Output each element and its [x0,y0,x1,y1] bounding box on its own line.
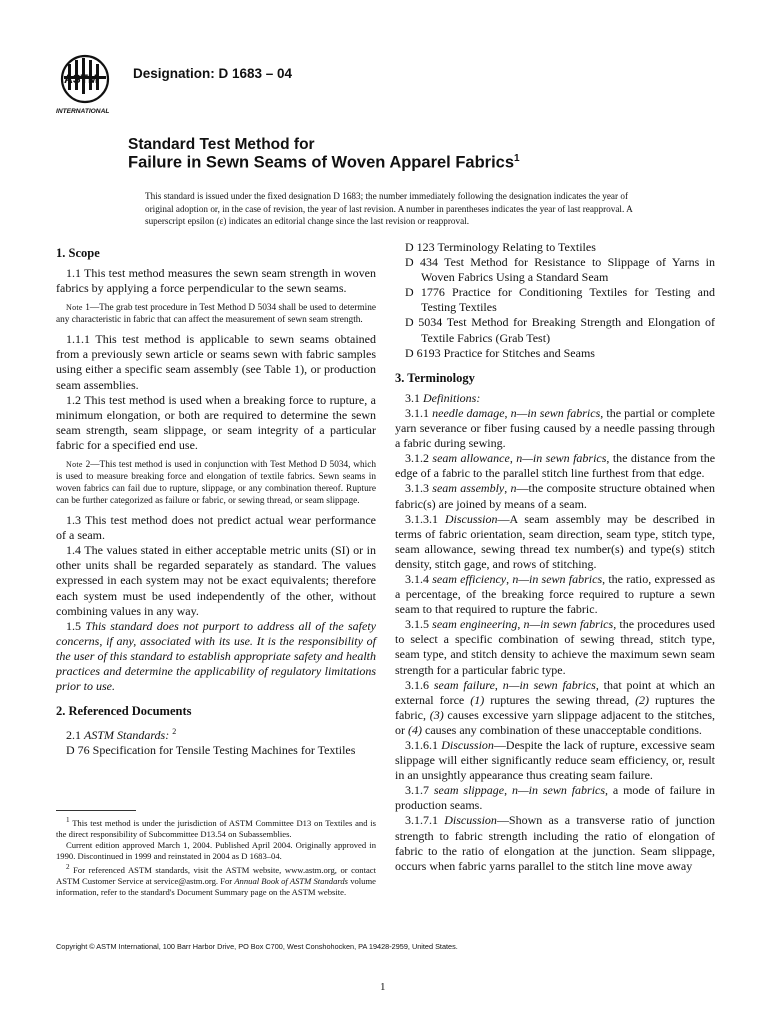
copyright-line: Copyright © ASTM International, 100 Barr Harbor Drive, PO Box C700, West Conshohocken, PA 19428-2959, United States. [56,942,458,951]
ref-d6193: D 6193 Practice for Stitches and Seams [405,345,595,360]
title-footnote-mark: 1 [514,153,520,164]
def-seam-efficiency: 3.1.4 seam efficiency, n—in sewn fabrics, the ratio, expressed as a percentage, of the breaking force required to rupture a sewn seam to that required to rupture the fabric. [395,571,715,617]
footnote-1: $^1$ This test method is under the jurisdiction of ASTM Committee D13 on Textiles and is the direct responsibility of Subcommittee D13.54 on Subassemblies. [56,816,376,839]
para-1-1: 1.1 This test method measures the sewn seam strength in woven fabrics by applying a force perpendicular to the sewn seams. [56,266,376,296]
para-1-5: 1.5 This standard does not purport to address all of the safety concerns, if any, associated with its use. It is the responsibility of the user of this standard to establish appropriate safety and health practices and determine the applicability of regulatory limitations prior to use. [56,618,376,694]
page-number: 1 [380,981,386,993]
def-seam-allowance: 3.1.2 seam allowance, n—in sewn fabrics, the distance from the edge of a fabric to the parallel stitch line furthest from that edge. [395,451,716,481]
footnote-1b: Current edition approved March 1, 2004. Published April 2004. Originally approved in 1990. Discontinued in 1999 and reinstated in 2004 as D 1683–04. [56,839,376,861]
footnote-2: $^2$ For referenced ASTM standards, visit the ASTM website, www.astm.org, or contact ASTM Customer Service at service@astm.org. For Annual Book of ASTM Standards volume information, refer to the standard's Document Summary page on the ASTM website. [56,862,376,897]
para-1-2: 1.2 This test method is used when a breaking force to rupture, a minimum elongation, or both are required to determine the sewn seam strength, seam slippage, or seam integrity of a particular fabric for a specified end use. [56,392,376,452]
discussion-seam-slippage: 3.1.7.1 Discussion—Shown as a transverse ratio of junction strength to fabric strength including the ratio of elongation of fabric to the ratio of elongation at the junction. Seam slippage, occurs when fabric yarns parallel to the stitch line move away [395,813,716,873]
para-1-3: 1.3 This test method does not predict actual wear performance of a seam. [56,513,376,543]
left-column [56,240,376,758]
ref-d123: D 123 Terminology Relating to Textiles [405,240,596,254]
astm-logo [55,52,123,116]
footnote-rule [56,810,136,811]
ref-d5034: D 5034 Test Method for Breaking Strength and Elongation of Textile Fabrics (Grab Test) [405,315,715,345]
section-heading-terminology: 3. Terminology [395,370,475,385]
para-1-1-1: 1.1.1 This test method is applicable to sewn seams obtained from a previously sewn article or seams sewn with fabric samples using either a specific seam assembly (see Table 1), or production seam assemblies. [56,332,376,392]
discussion-seam-failure: 3.1.6.1 Discussion—Despite the lack of rupture, excessive seam slippage will either significantly reduce seam efficiency, or, result in an unsightly appearance thus creating seam failure. [395,738,715,783]
logo-text: ASTM [64,72,98,86]
def-needle-damage: 3.1.1 needle damage, n—in sewn fabrics, the partial or complete yarn severance or fiber fusing caused by a needle passing through a fabric during sewing. [395,405,716,451]
def-seam-engineering: 3.1.5 seam engineering, n—in sewn fabrics, the procedures used to select a specific combination of sewing thread, stitch type, seam type, and stitch density to achieve the maximum sewn seam strength for a particular fabric type. [395,617,715,677]
ref-d434: D 434 Test Method for Resistance to Slippage of Yarns in Woven Fabrics Using a Standard Seam [405,255,715,285]
para-2-1: 2.1 ASTM Standards: $^2$ [66,727,177,743]
title-text: Failure in Sewn Seams of Woven Apparel Fabrics [128,153,515,172]
def-seam-failure: 3.1.6 seam failure, n—in sewn fabrics, that point at which an external force (1) ruptures the sewing thread, (2) ruptures the fabric, (3) causes excessive yarn slippage adjacent to the stitches, or (4) causes any combination of these unacceptable conditions. [395,677,716,737]
designation: Designation: D 1683 – 04 [133,66,293,81]
note-1: Note 1—The grab test procedure in Test Method D 5034 shall be used to determine any characteristic in fabric that can affect the measurement of sewn seam strength. [56,303,376,326]
def-seam-slippage: 3.1.7 seam slippage, n—in sewn fabrics, a mode of failure in production seams. [395,783,716,813]
title-line-2 [128,153,520,173]
right-column [395,240,715,874]
section-heading-referenced-documents: 2. Referenced Documents [56,704,192,719]
para-1-4: 1.4 The values stated in either acceptable metric units (SI) or in other units shall be regarded separately as standard. The values expressed in each system may not be exact equivalents; therefore each system must be used independently of the other, without combining values in any way. [56,543,376,618]
section-heading-scope: 1. Scope [56,246,100,260]
def-seam-assembly: 3.1.3 seam assembly, n—the composite structure obtained when fabric(s) are joined by means of a seam. [395,481,716,511]
footnotes [56,815,376,898]
ref-d76: D 76 Specification for Tensile Testing Machines for Textiles [66,743,356,758]
title-line-1: Standard Test Method for [128,136,315,153]
discussion-seam-assembly: 3.1.3.1 Discussion—A seam assembly may be described in terms of fabric orientation, seam direction, seam type, stitch type, seam allowance, sewing thread tex number(s) and type(s) stitch density, stitch gage, and rows of stitching. [395,511,716,571]
ref-d1776: D 1776 Practice for Conditioning Textiles for Testing and Testing Textiles [405,285,715,315]
para-3-1: 3.1 Definitions: [405,390,481,405]
logo-subtext: INTERNATIONAL [56,108,110,115]
intro-paragraph: This standard is issued under the fixed designation D 1683; the number immediately following the designation indicates the year of original adoption or, in the case of revision, the year of last revision. A number in parentheses indicates the year of last reapproval. A superscript epsilon (ε) indicates an editorial change since the last revision or reapproval. [145,191,633,226]
note-2: Note 2—This test method is used in conjunction with Test Method D 5034, which is used to measure breaking force and elongation of textile fabrics. Sewn seams in woven fabrics can fail due to rupture, slippage, or any combination thereof. Rupture can be further categorized as failure or fabric, or sewing thread, or seam slippage. [56,460,376,507]
